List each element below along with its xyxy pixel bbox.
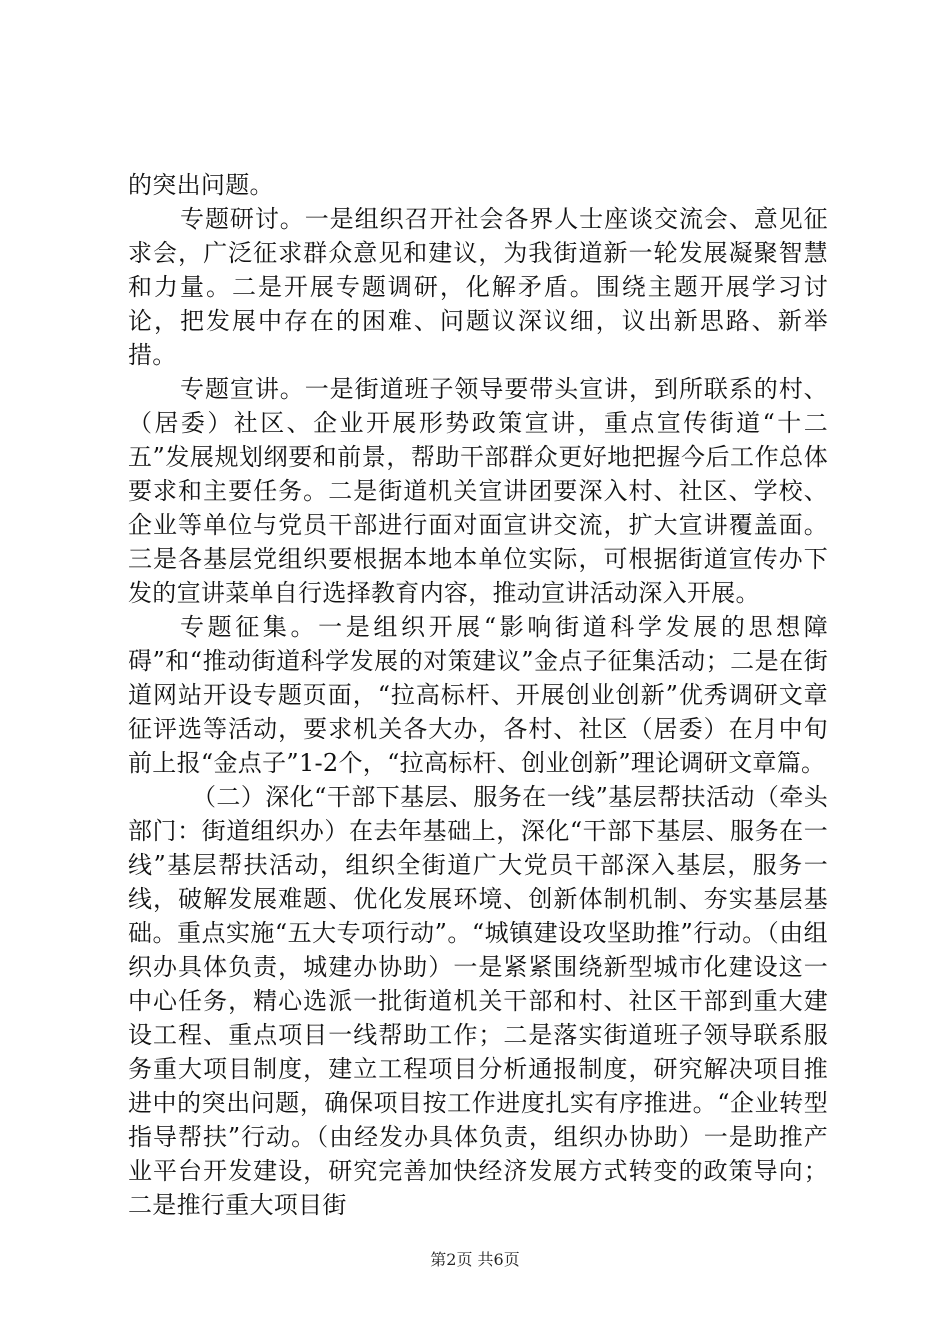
page-number-label: 第2页 共6页 [430,1250,520,1269]
paragraph-section-two: （二）深化“干部下基层、服务在一线”基层帮扶活动（牵头部门：街道组织办）在去年基础上，深化“干部下基层、服务在一线”基层帮扶活动，组织全街道广大党员干部深入基层，服务一线，破解发展难题、优化发展环境、创新体制机制、夯实基层基础。重点实施“五大专项行动”。“城镇建设攻坚助推”行动。（由组织办具体负责，城建办协助）一是紧紧围绕新型城市化建设这一中心任务，精心选派一批街道机关干部和村、社区干部到重大建设工程、重点项目一线帮助工作；二是落实街道班子领导联系服务重大项目制度，建立工程项目分析通报制度，研究解决项目推进中的突出问题，确保项目按工作进度扎实有序推进。“企业转型指导帮扶”行动。（由经发办具体负责，组织办协助）一是助推产业平台开发建设，研究完善加快经济发展方式转变的政策导向；二是推行重大项目街 [128,783,828,1219]
paragraph-continuation: 的突出问题。 [128,171,274,199]
page-footer [0,1250,950,1270]
paragraph-topic-discussion: 专题研讨。一是组织召开社会各界人士座谈交流会、意见征求会，广泛征求群众意见和建议，为我街道新一轮发展凝聚智慧和力量。二是开展专题调研，化解矛盾。围绕主题开展学习讨论，把发展中存在的困难、问题议深议细，议出新思路、新举措。 [128,205,828,369]
paragraph-topic-lecture: 专题宣讲。一是街道班子领导要带头宣讲，到所联系的村、（居委）社区、企业开展形势政策宣讲，重点宣传街道“十二五”发展规划纲要和前景，帮助干部群众更好地把握今后工作总体要求和主要任务。二是街道机关宣讲团要深入村、社区、学校、企业等单位与党员干部进行面对面宣讲交流，扩大宣讲覆盖面。三是各基层党组织要根据本地本单位实际，可根据街道宣传办下发的宣讲菜单自行选择教育内容，推动宣讲活动深入开展。 [128,375,828,607]
document-body [128,168,828,1222]
paragraph-topic-collection: 专题征集。一是组织开展“影响街道科学发展的思想障碍”和“推动街道科学发展的对策建议”金点子征集活动；二是在街道网站开设专题页面，“拉高标杆、开展创业创新”优秀调研文章征评选等活动，要求机关各大办，各村、社区（居委）在月中旬前上报“金点子”1-2个，“拉高标杆、创业创新”理论调研文章篇。 [128,613,828,777]
